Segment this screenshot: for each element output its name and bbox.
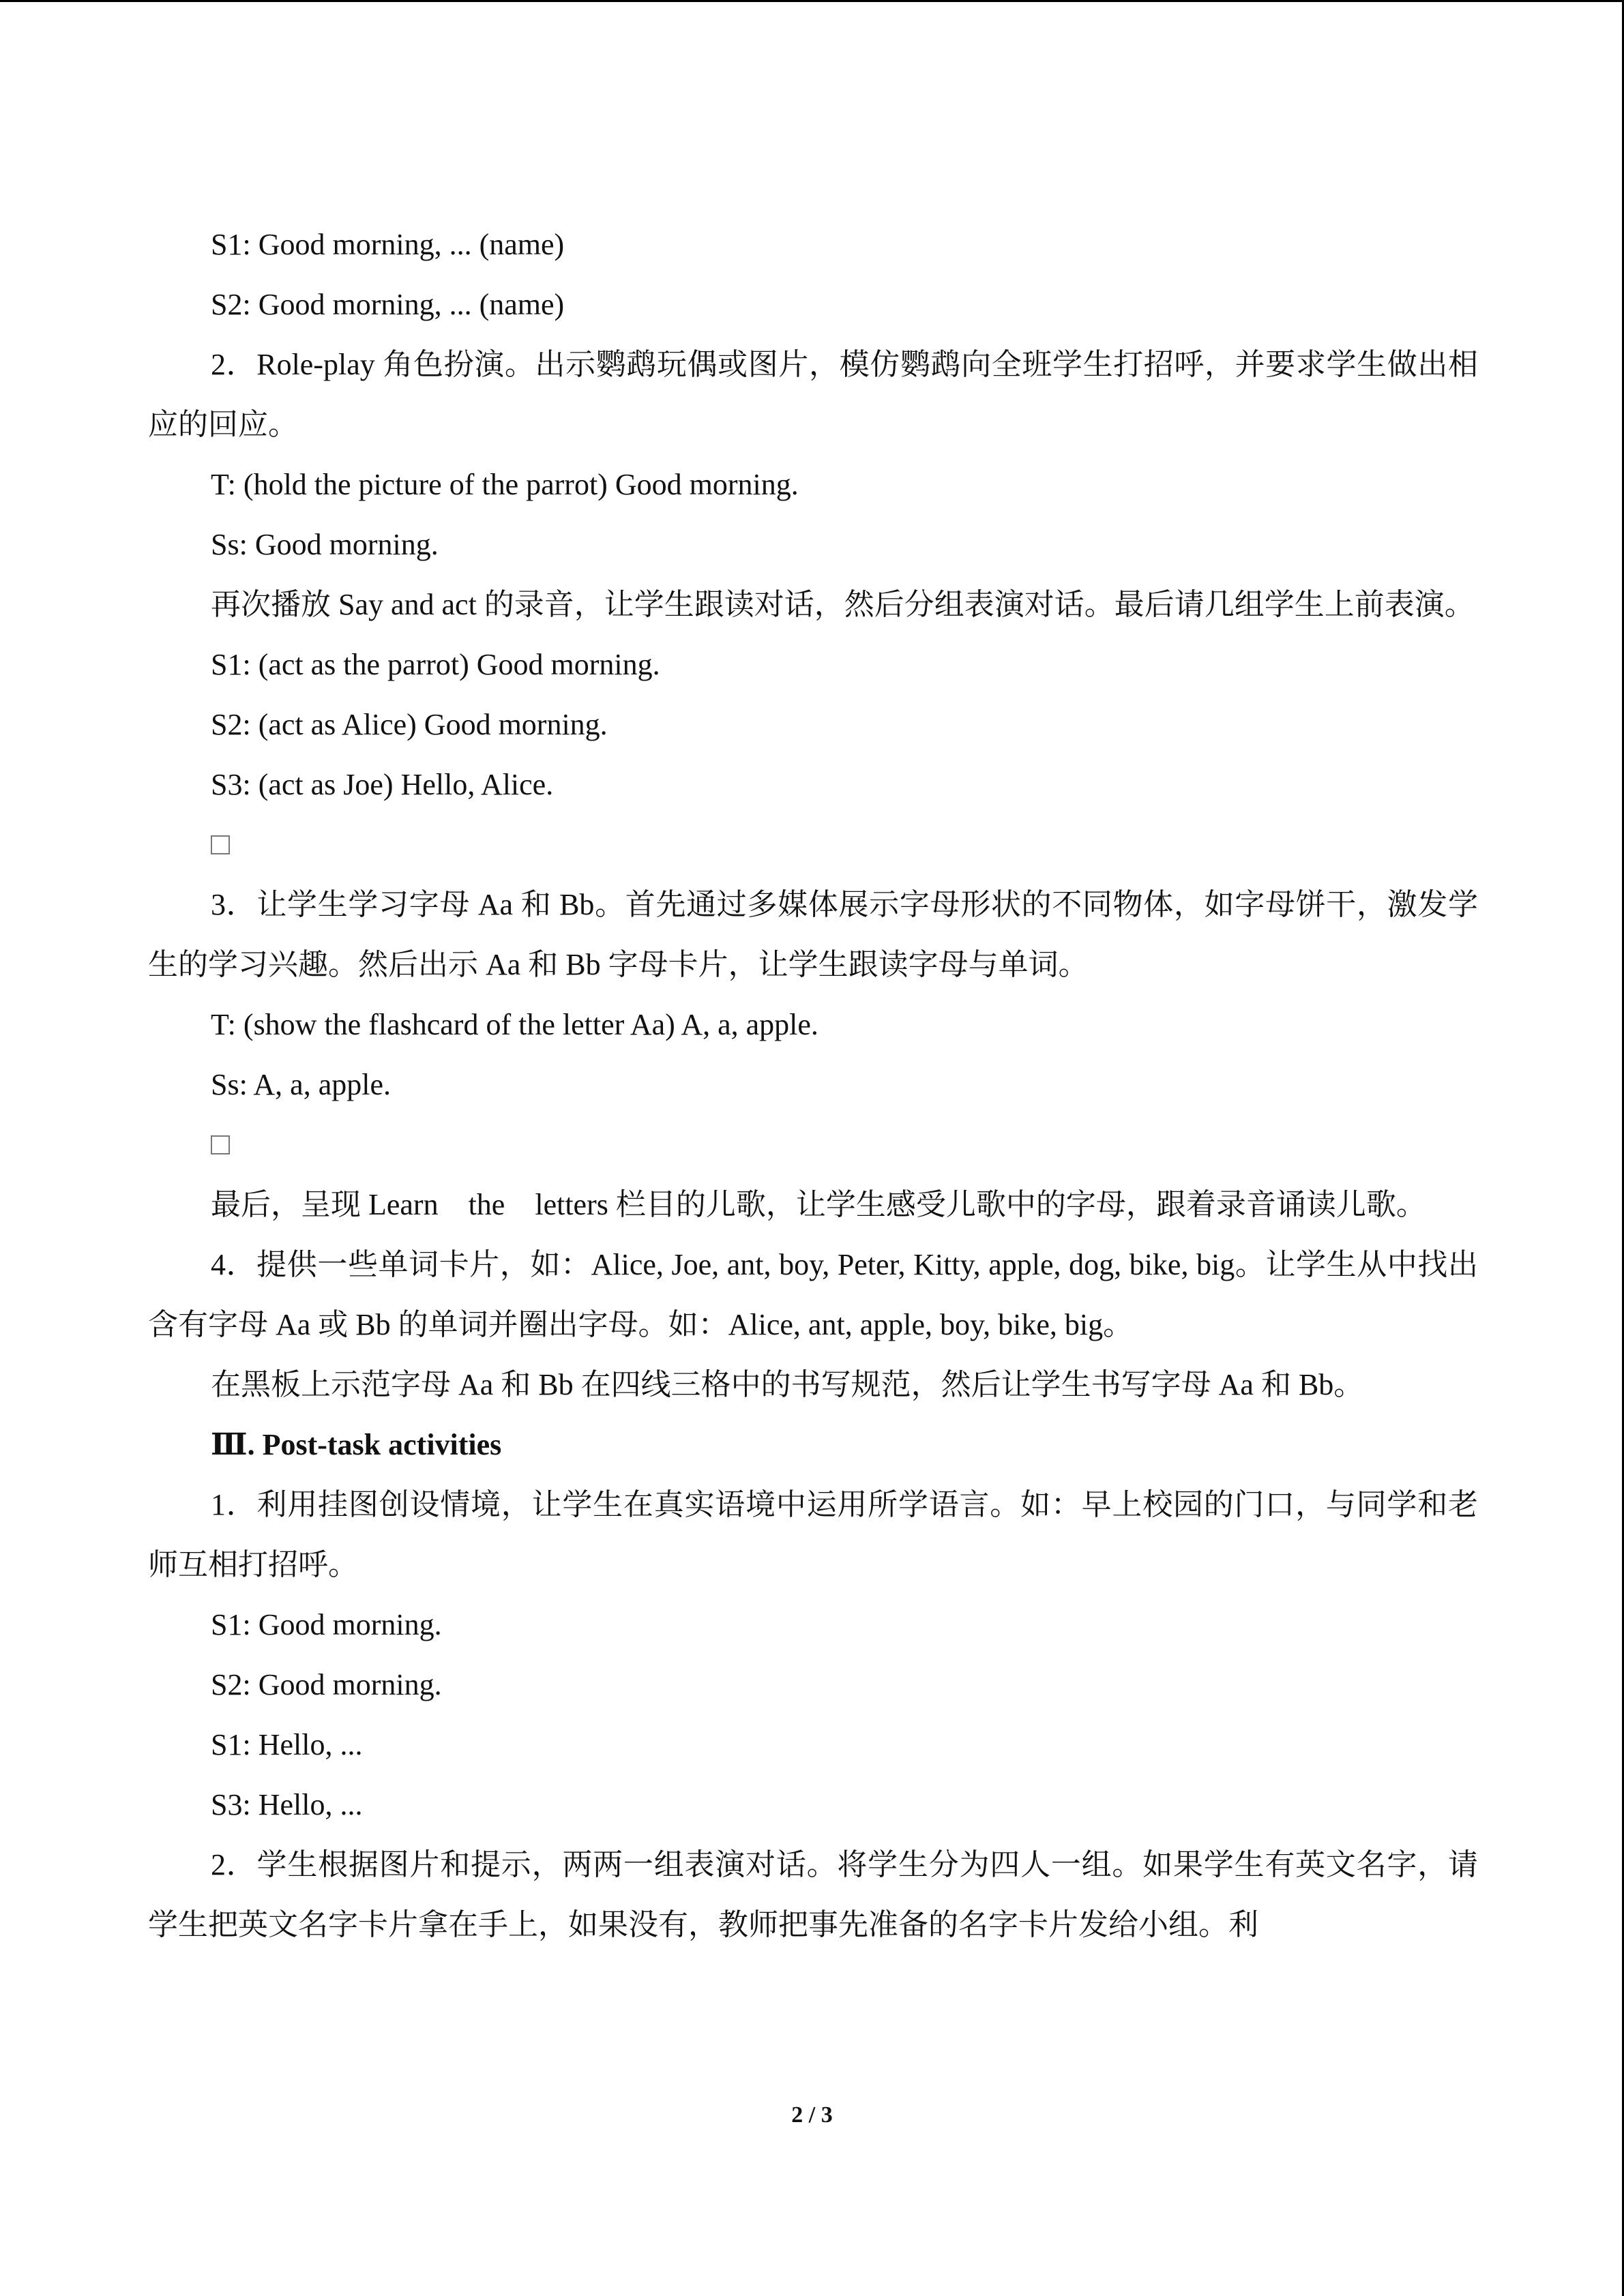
section-heading: Ⅲ. Post-task activities [211, 1428, 502, 1461]
dialogue-line: S2: Good morning. [211, 1668, 442, 1701]
dialogue-line: Ss: Good morning. [211, 528, 439, 561]
dialogue-line: S2: Good morning, ... (name) [211, 288, 565, 321]
missing-glyph-box-icon [211, 1135, 230, 1154]
dialogue-line: S1: Hello, ... [211, 1728, 363, 1761]
missing-glyph-box-icon [211, 835, 230, 854]
dialogue-line: T: (show the flashcard of the letter Aa) A, a, apple. [211, 1008, 818, 1041]
dialogue-line: T: (hold the picture of the parrot) Good morning. [211, 468, 799, 501]
dialogue-line: S1: Good morning, ... (name) [211, 228, 565, 261]
dialogue-line: S3: (act as Joe) Hello, Alice. [211, 768, 554, 801]
paragraph: 最后，呈现 Learn the letters 栏目的儿歌，让学生感受儿歌中的字母，跟着录音诵读儿歌。 [211, 1188, 1426, 1221]
dialogue-line: S1: (act as the parrot) Good morning. [211, 648, 660, 681]
paragraph: 1．利用挂图创设情境，让学生在真实语境中运用所学语言。如：早上校园的门口，与同学和老师互相打招呼。 [148, 1488, 1478, 1581]
dialogue-line: Ss: A, a, apple. [211, 1068, 391, 1101]
paragraph: 2．Role-play 角色扮演。出示鹦鹉玩偶或图片，模仿鹦鹉向全班学生打招呼，并要求学生做出相应的回应。 [148, 348, 1478, 441]
paragraph: 2．学生根据图片和提示，两两一组表演对话。将学生分为四人一组。如果学生有英文名字，请学生把英文名字卡片拿在手上，如果没有，教师把事先准备的名字卡片发给小组。利 [148, 1848, 1478, 1941]
document-body [148, 215, 1478, 1955]
paragraph: 在黑板上示范字母 Aa 和 Bb 在四线三格中的书写规范，然后让学生书写字母 Aa 和 Bb。 [211, 1368, 1364, 1401]
placeholder-line [148, 815, 1478, 875]
paragraph: 再次播放 Say and act 的录音，让学生跟读对话，然后分组表演对话。最后请几组学生上前表演。 [211, 588, 1475, 621]
dialogue-line: S2: (act as Alice) Good morning. [211, 708, 608, 741]
dialogue-line: S1: Good morning. [211, 1608, 442, 1641]
dialogue-line: S3: Hello, ... [211, 1788, 363, 1821]
page-number: 2 / 3 [791, 2102, 833, 2128]
paragraph: 3．让学生学习字母 Aa 和 Bb。首先通过多媒体展示字母形状的不同物体，如字母饼干，激发学生的学习兴趣。然后出示 Aa 和 Bb 字母卡片，让学生跟读字母与单词。 [148, 888, 1478, 981]
placeholder-line [148, 1115, 1478, 1175]
paragraph: 4．提供一些单词卡片，如：Alice, Joe, ant, boy, Peter, Kitty, apple, dog, bike, big。让学生从中找出含有字母 Aa 或 Bb 的单词并圈出字母。如：Alice, ant, apple, boy, bike, big。 [148, 1248, 1478, 1341]
